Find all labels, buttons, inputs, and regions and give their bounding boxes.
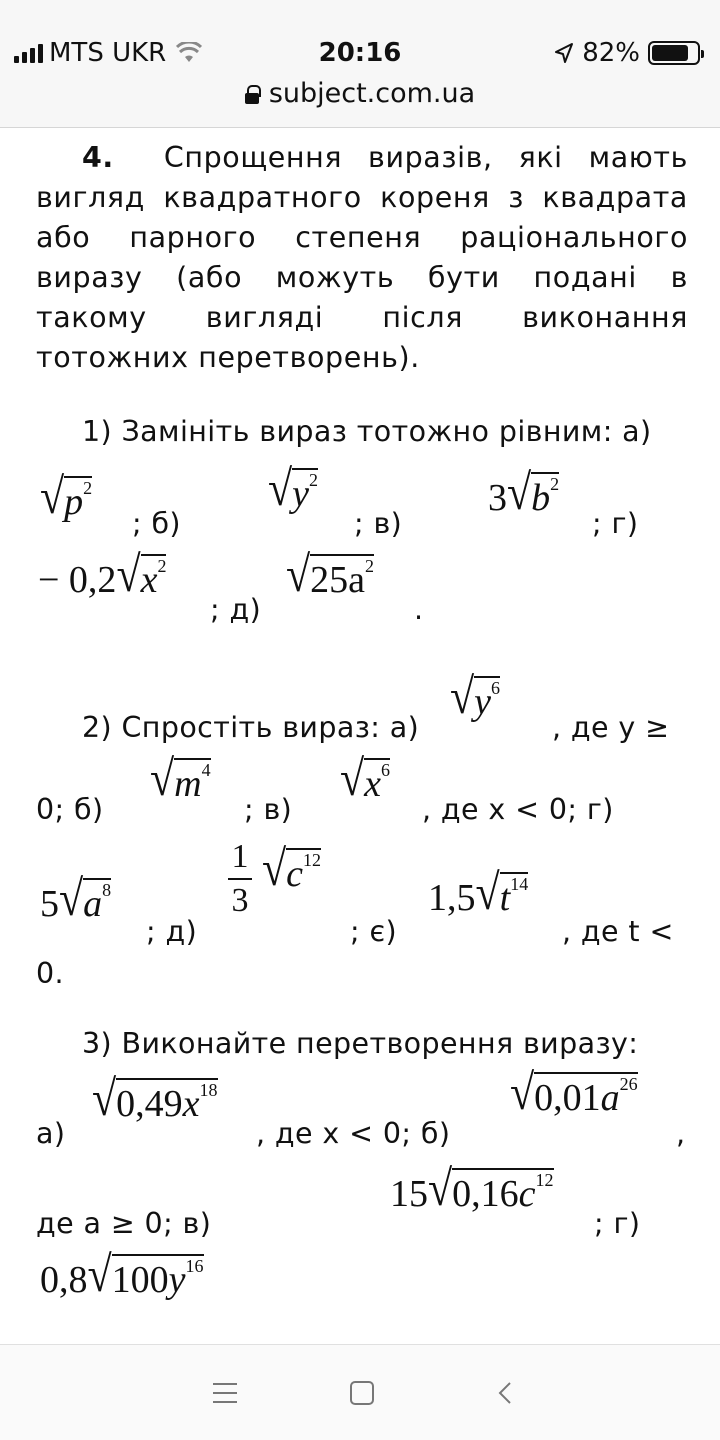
task-heading-text: Спрощення виразів, які мають вигляд квадратного кореня з квадрата або парного степеня раціонального виразу (або можуть бути подані в такому вигляді після виконання тотожних перетворень). xyxy=(36,141,688,374)
right-status-group xyxy=(554,38,700,68)
task1-sep-d: ; д) xyxy=(210,593,262,626)
task2-expr-d: $√c^{12}$ xyxy=(262,839,322,897)
url-bar[interactable] xyxy=(0,78,720,109)
task3-comma: , xyxy=(676,1117,686,1150)
status-bar xyxy=(0,38,720,74)
task2-expr-v: $√x^6$ xyxy=(340,749,391,807)
clock: 20:16 xyxy=(318,38,402,68)
task1-instruction: 1) Замініть вираз тотожно рівним: а) xyxy=(82,415,652,448)
url-domain[interactable]: subject.com.ua xyxy=(268,78,476,109)
task1-expr-b: $√y^2$ xyxy=(268,459,319,517)
lock-icon xyxy=(245,85,259,103)
task2-sep-d: ; д) xyxy=(146,915,198,948)
task2-fraction xyxy=(228,838,252,920)
task3-expr-a: $√0,49x^{18}$ xyxy=(92,1069,218,1127)
location-arrow-icon xyxy=(554,42,574,64)
page-content xyxy=(0,128,720,1343)
task2-sep-e: ; є) xyxy=(350,915,398,948)
task1-end: . xyxy=(414,593,424,626)
task1-expr-d: $√25a^2$ xyxy=(286,545,375,603)
task2-expr-g: $5√a^8$ xyxy=(40,869,112,927)
task2-cond-v: , де x < 0; г) xyxy=(422,793,614,826)
battery-fill xyxy=(652,45,688,61)
back-chevron-icon[interactable] xyxy=(494,1381,518,1405)
task2-cond-e: , де t < xyxy=(562,915,674,948)
task3-cond-a: , де x < 0; б) xyxy=(256,1117,451,1150)
task-number: 4. xyxy=(82,141,114,174)
task3-expr-v: $15√0,16c^{12}$ xyxy=(390,1159,554,1217)
task1-sep-b: ; б) xyxy=(132,507,181,540)
task2-expr-a: $√y^6$ xyxy=(450,667,501,725)
task3-sep-g: ; г) xyxy=(594,1207,641,1240)
task2-expr-b: $√m^4$ xyxy=(150,749,211,807)
task2-sep-v: ; в) xyxy=(244,793,293,826)
task1-expr-v: $3√b^2$ xyxy=(488,463,560,521)
fraction-denominator: 3 xyxy=(231,882,249,919)
task2-instruction: 2) Спростіть вираз: а) xyxy=(82,711,420,744)
task3-label-a: а) xyxy=(36,1117,66,1150)
menu-icon[interactable] xyxy=(213,1383,237,1403)
battery-percent: 82% xyxy=(582,38,640,68)
carrier-name: MTS UKR xyxy=(49,38,167,68)
task3-expr-b: $√0,01a^{26}$ xyxy=(510,1063,638,1121)
task1-sep-v: ; в) xyxy=(354,507,403,540)
task2-line2-start: 0; б) xyxy=(36,793,104,826)
task2-expr-e: $1,5√t^{14}$ xyxy=(428,863,529,921)
task-heading xyxy=(36,138,688,378)
fraction-numerator: 1 xyxy=(231,838,249,875)
task3-cond-b: де a ≥ 0; в) xyxy=(36,1207,212,1240)
task2-line-end: 0. xyxy=(36,957,64,990)
browser-top-bar xyxy=(0,0,720,128)
task3-expr-g: $0,8√100y^{16}$ xyxy=(40,1245,204,1303)
battery-icon xyxy=(648,41,700,65)
task3-instruction: 3) Виконайте перетворення виразу: xyxy=(82,1027,639,1060)
system-nav-bar xyxy=(0,1344,720,1440)
task1-sep-g: ; г) xyxy=(592,507,639,540)
task2-cond-a: , де y ≥ xyxy=(552,711,670,744)
task1-expr-a: $√p^2$ xyxy=(40,467,93,525)
task1-expr-g: − $0,2√x^2$ xyxy=(38,545,167,603)
home-square-icon[interactable] xyxy=(350,1381,374,1405)
